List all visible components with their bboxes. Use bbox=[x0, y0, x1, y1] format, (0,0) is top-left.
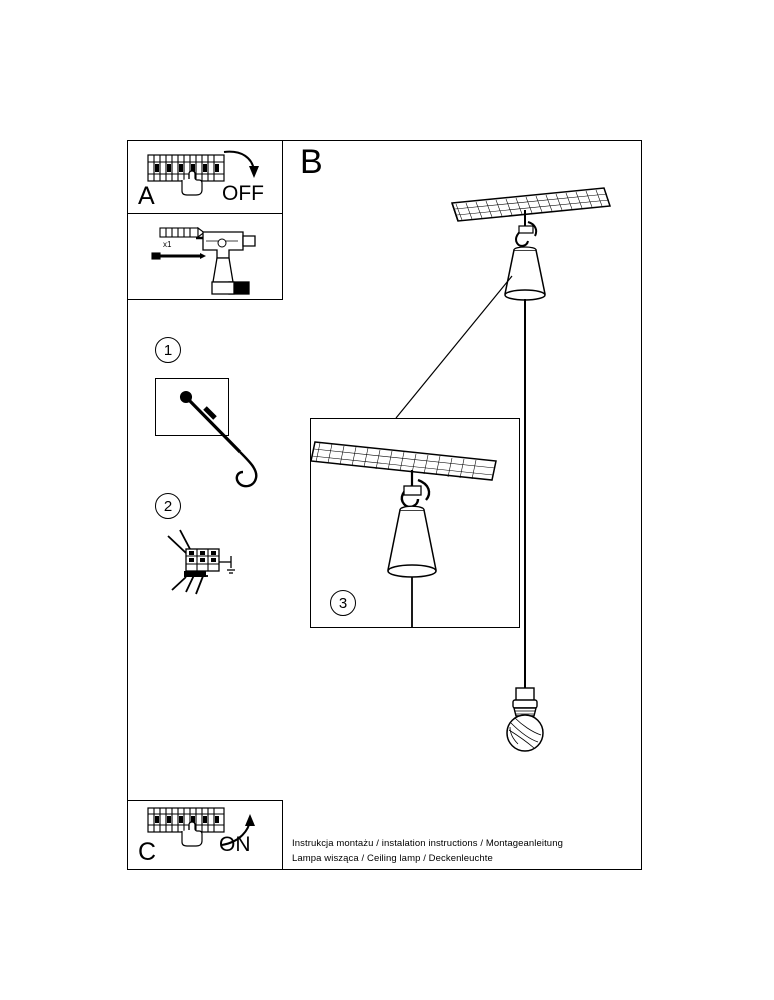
footer-line-1: Instrukcja montażu / instalation instructions / Montageanleitung bbox=[292, 838, 563, 849]
step-a-label: A bbox=[138, 182, 155, 210]
footer-text bbox=[292, 836, 563, 866]
step-c-on-label: ON bbox=[219, 833, 251, 856]
step-1-ceiling-box bbox=[155, 378, 229, 436]
step-1-number: 1 bbox=[155, 337, 181, 363]
step-a-box bbox=[127, 140, 283, 300]
step-c-label: C bbox=[138, 838, 157, 866]
step-b-label: B bbox=[300, 143, 323, 181]
quantity-label: x1 bbox=[163, 240, 172, 249]
step-2-number: 2 bbox=[155, 493, 181, 519]
footer-line-2: Lampa wisząca / Ceiling lamp / Deckenleuchte bbox=[292, 853, 493, 864]
step-a-off-label: OFF bbox=[222, 182, 264, 205]
step-3-number: 3 bbox=[330, 590, 356, 616]
step-a-divider bbox=[127, 213, 283, 214]
